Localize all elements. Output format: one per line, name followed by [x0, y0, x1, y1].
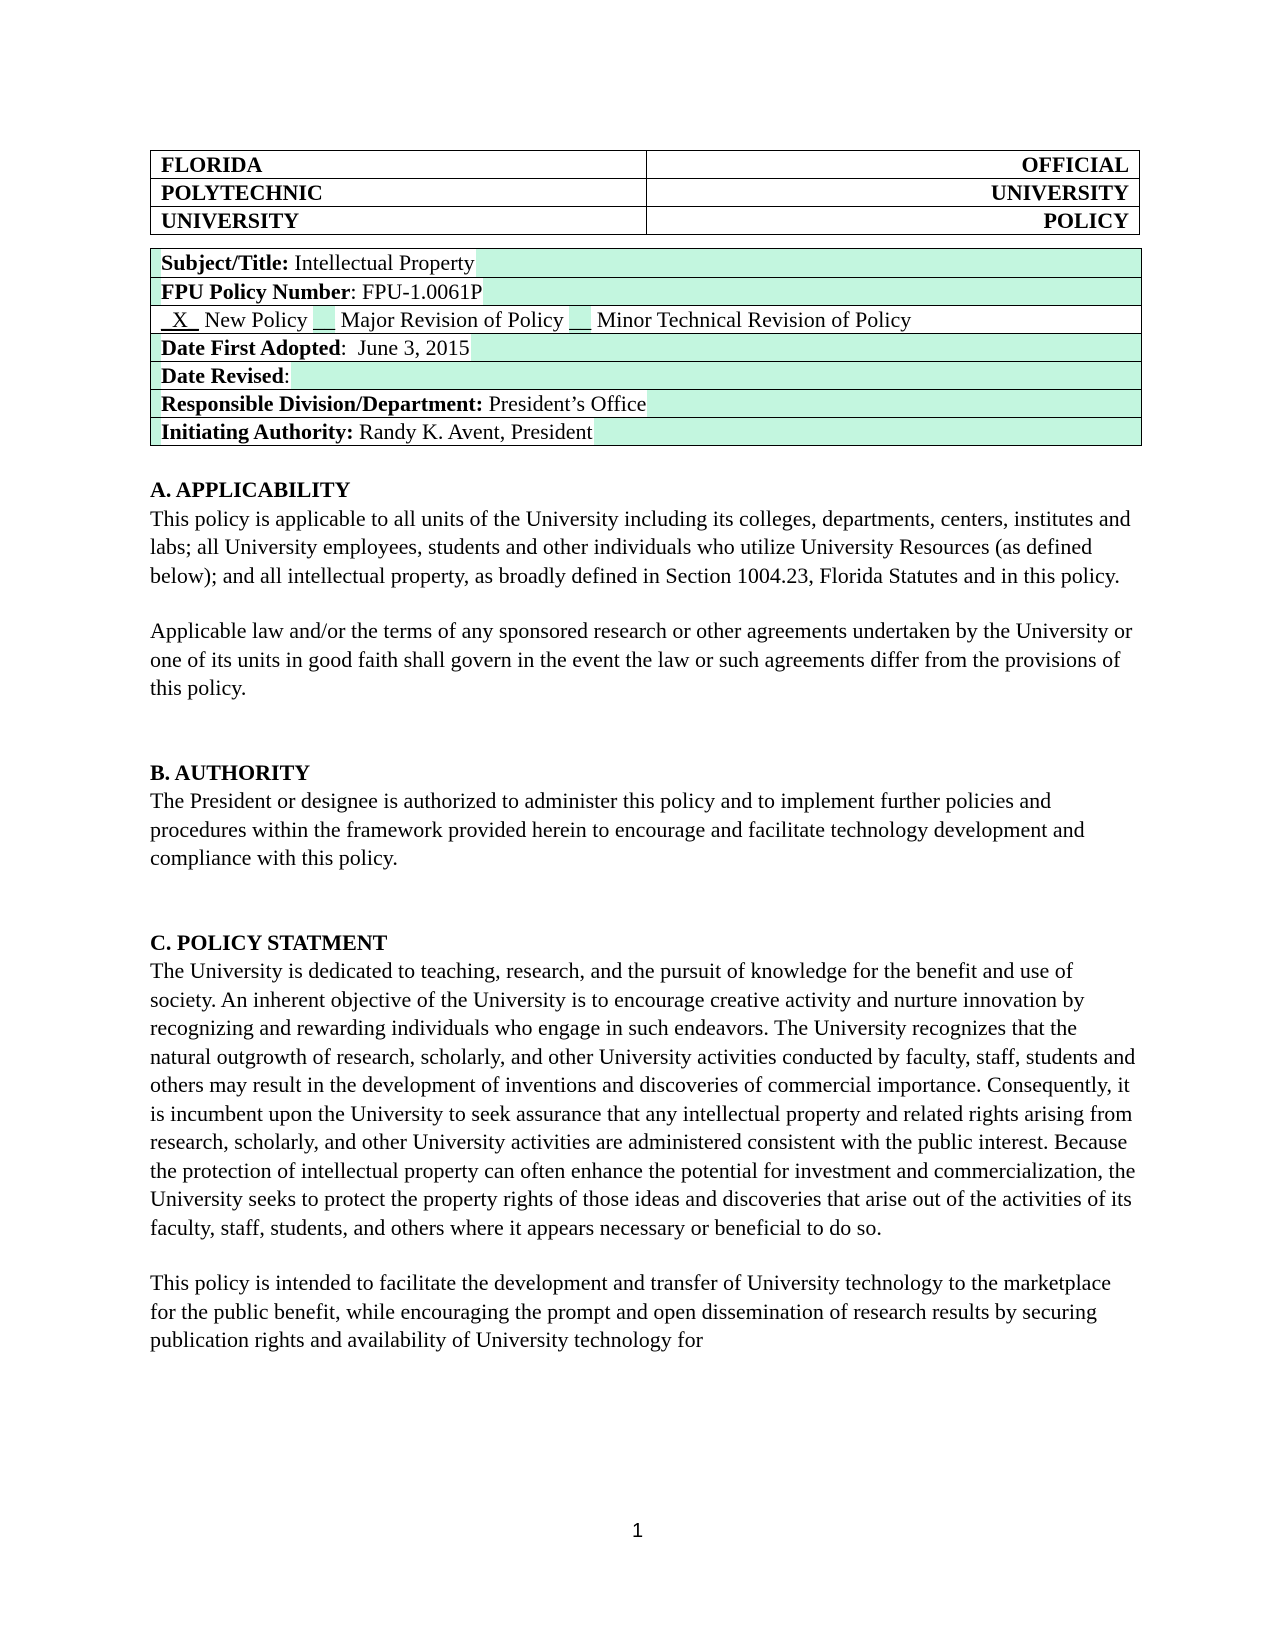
minor-revision-label: Minor Technical Revision of Policy	[591, 306, 912, 332]
authority-row	[151, 417, 1141, 445]
division-row	[151, 389, 1141, 417]
section-a-paragraph-1: This policy is applicable to all units of the University including its colleges, departments, centers, institutes and labs; all University employees, students and other individuals who utilize University Resources (as defined below); and all intellectual property, as broadly defined in Section 1004.23, Florida Statutes and in this policy.	[150, 505, 1131, 588]
section-c-paragraph-2: This policy is intended to facilitate the development and transfer of University technology to the marketplace for the public benefit, while encouraging the prompt and open dissemination of research results by securing publication rights and availability of University technology for	[150, 1270, 1111, 1352]
header-left-1: FLORIDA	[151, 151, 647, 179]
header-table	[150, 150, 1140, 235]
major-revision-label: Major Revision of Policy	[335, 306, 570, 332]
policy-number-value: : FPU-1.0061P	[350, 278, 483, 304]
header-left-2: POLYTECHNIC	[151, 179, 647, 207]
section-c-paragraph-1: The University is dedicated to teaching, research, and the pursuit of knowledge for the benefit and use of society. An inherent objective of the University is to encourage creative activity and nurture innovation by recognizing and rewarding individuals who engage in such endeavors. The University recognizes that the natural outgrowth of research, scholarly, and other University activities conducted by faculty, staff, students and others may result in the development of inventions and discoveries of commercial importance. Consequently, it is incumbent upon the University to seek assurance that any intellectual property and related rights arising from research, scholarly, and other University activities are administered consistent with the public interest. Because the protection of intellectual property can often enhance the potential for investment and commercialization, the University seeks to protect the property rights of those ideas and discoveries that arise out of the activities of its faculty, staff, students, and others where it appears necessary or beneficial to do so.	[150, 958, 1136, 1240]
new-policy-mark: _X_	[161, 306, 199, 332]
date-adopted-label: Date First Adopted	[161, 334, 341, 360]
major-revision-mark: __	[313, 306, 336, 332]
date-revised-value: :	[283, 362, 290, 388]
section-a-paragraph-2: Applicable law and/or the terms of any sponsored research or other agreements undertaken by the University or one of its units in good faith shall govern in the event the law or such agreements differ from the provisions of this policy.	[150, 618, 1133, 700]
division-label: Responsible Division/Department:	[161, 390, 484, 416]
authority-value: Randy K. Avent, President	[353, 418, 593, 444]
date-adopted-value: : June 3, 2015	[340, 334, 470, 360]
policy-page	[150, 150, 1140, 1355]
date-revised-label: Date Revised	[161, 362, 284, 388]
policy-info-table	[150, 248, 1142, 446]
header-left-3: UNIVERSITY	[151, 207, 647, 235]
header-right-1: OFFICIAL	[647, 151, 1140, 179]
revision-type-row	[151, 305, 1141, 333]
new-policy-label: New Policy	[198, 306, 314, 332]
section-a-title: A. APPLICABILITY	[150, 477, 351, 502]
header-right-2: UNIVERSITY	[647, 179, 1140, 207]
section-b-paragraph-1: The President or designee is authorized to administer this policy and to implement further policies and procedures within the framework provided herein to encourage and facilitate technology development and compliance with this policy.	[150, 788, 1085, 870]
subject-label: Subject/Title:	[161, 250, 289, 275]
header-right-3: POLICY	[647, 207, 1140, 235]
policy-number-row	[151, 277, 1141, 305]
subject-row	[151, 249, 1141, 277]
division-value: President’s Office	[483, 390, 647, 416]
date-revised-row	[151, 361, 1141, 389]
subject-value: Intellectual Property	[288, 250, 475, 275]
section-c-title: C. POLICY STATMENT	[150, 929, 388, 955]
minor-revision-mark: __	[569, 306, 592, 332]
date-adopted-row	[151, 333, 1141, 361]
section-b-title: B. AUTHORITY	[150, 759, 311, 785]
policy-number-label: FPU Policy Number	[161, 278, 351, 304]
authority-label: Initiating Authority:	[161, 418, 354, 444]
page-number: 1	[631, 1520, 644, 1542]
